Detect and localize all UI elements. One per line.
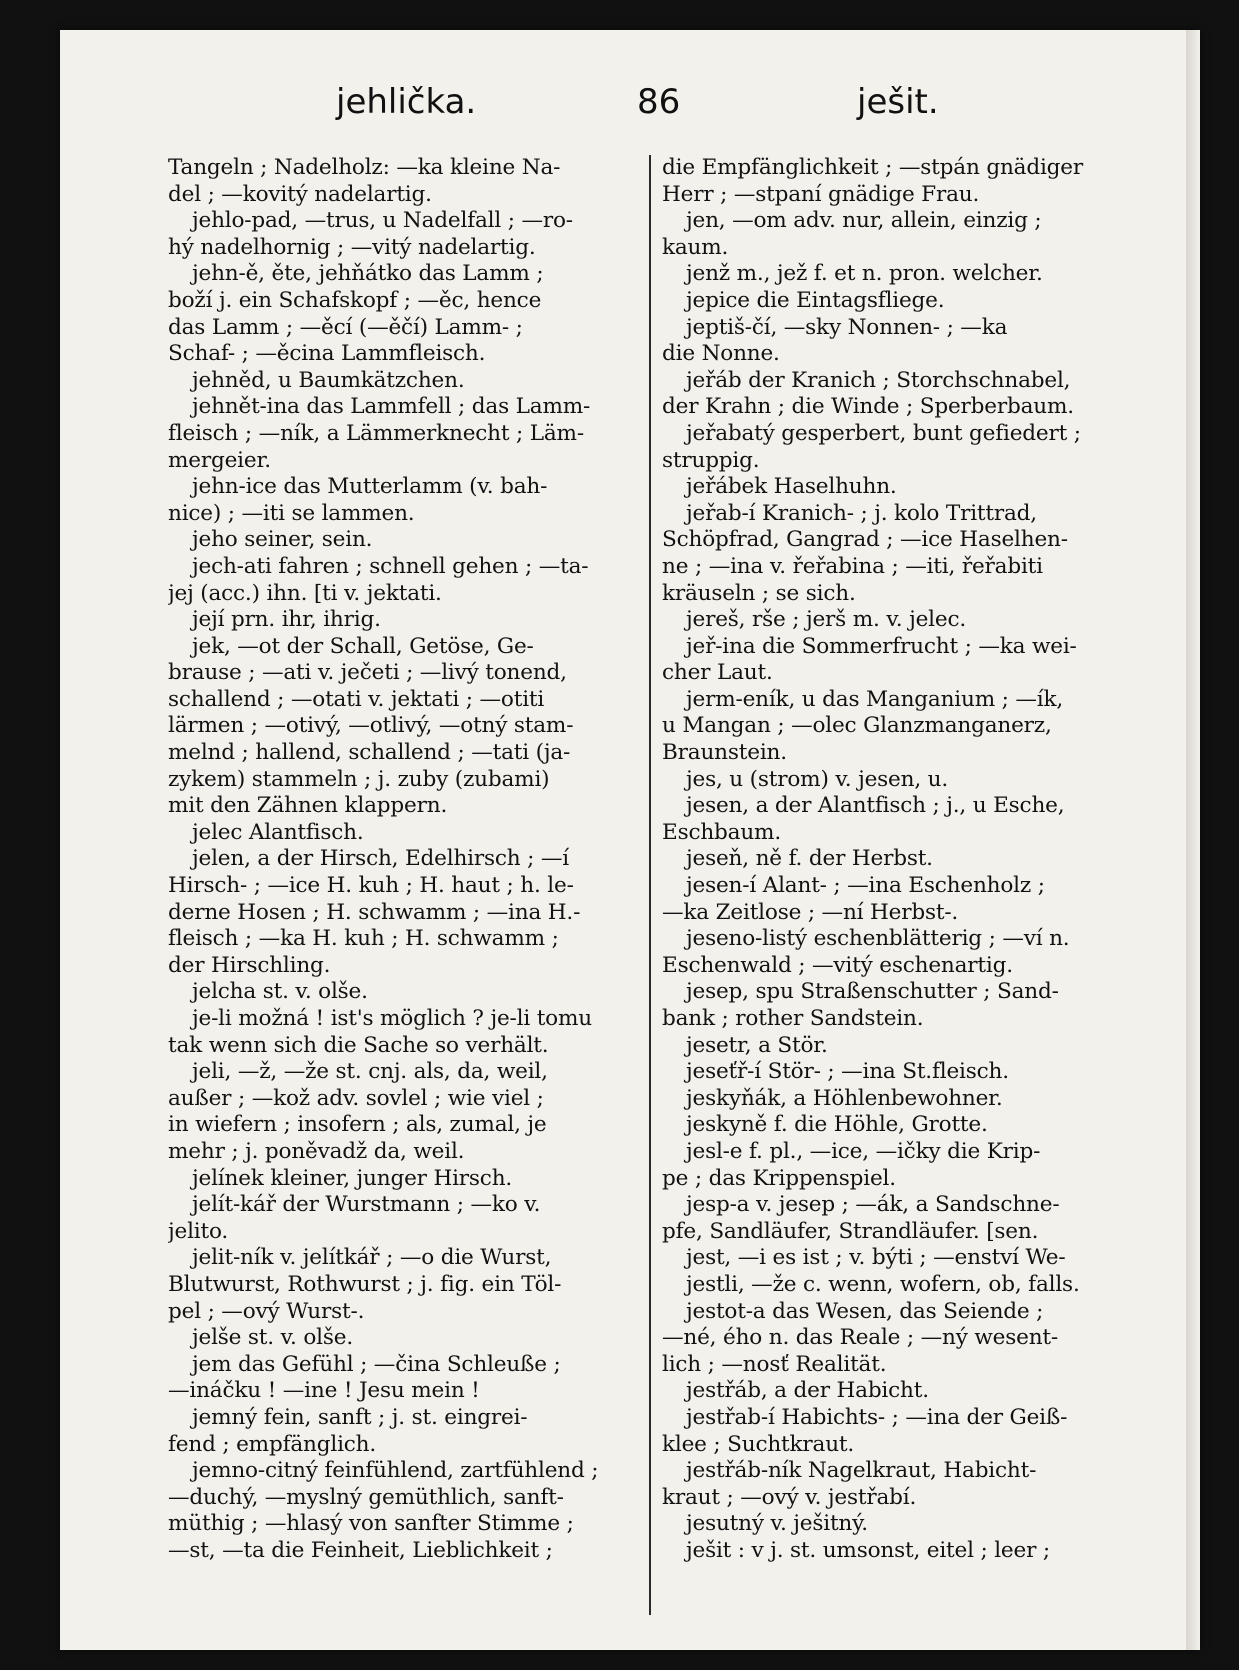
dictionary-line: jelcha st. v. olše. bbox=[192, 979, 368, 1005]
dictionary-line: jeřabatý gesperbert, bunt gefiedert ; bbox=[686, 420, 1081, 446]
dictionary-line: brause ; —ati v. ječeti ; —livý tonend, bbox=[168, 660, 567, 686]
dictionary-line: jemno-citný feinfühlend, zartfühlend ; bbox=[192, 1458, 599, 1484]
dictionary-line: jeptiš-čí, —sky Nonnen- ; —ka bbox=[686, 314, 1008, 340]
dictionary-line: jelit-ník v. jelítkář ; —o die Wurst, bbox=[192, 1245, 552, 1271]
dictionary-line: —ináčku ! —ine ! Jesu mein ! bbox=[168, 1378, 480, 1404]
dictionary-line: jelito. bbox=[168, 1218, 229, 1244]
dictionary-line: Tangeln ; Nadelholz: —ka kleine Na- bbox=[168, 155, 561, 180]
dictionary-line: jesep, spu Straßenschutter ; Sand- bbox=[686, 979, 1059, 1005]
page-number: 86 bbox=[637, 82, 681, 122]
dictionary-line: Braunstein. bbox=[662, 740, 787, 766]
dictionary-line: der Hirschling. bbox=[168, 952, 331, 978]
page-edge-shadow bbox=[1186, 30, 1200, 1650]
dictionary-line: jeho seiner, sein. bbox=[192, 527, 373, 553]
dictionary-line: del ; —kovitý nadelartig. bbox=[168, 181, 432, 207]
dictionary-line: ne ; —ina v. řeřabina ; —iti, řeřabiti bbox=[662, 553, 1043, 579]
dictionary-line: jeseťř-í Stör- ; —ina St.fleisch. bbox=[686, 1059, 1009, 1085]
left-running-headword: jehlička. bbox=[336, 82, 477, 122]
dictionary-line: jesl-e f. pl., —ice, —ičky die Krip- bbox=[686, 1138, 1041, 1164]
dictionary-line: jelec Alantfisch. bbox=[192, 819, 364, 845]
dictionary-line: jestli, —že c. wenn, wofern, ob, falls. bbox=[686, 1271, 1080, 1297]
dictionary-line: ješit : v j. st. umsonst, eitel ; leer ; bbox=[686, 1537, 1050, 1563]
dictionary-line: Eschbaum. bbox=[662, 819, 781, 845]
dictionary-line: jeskyňák, a Höhlenbewohner. bbox=[686, 1085, 1003, 1111]
dictionary-line: —st, —ta die Feinheit, Lieblichkeit ; bbox=[168, 1537, 553, 1563]
dictionary-page bbox=[60, 30, 1200, 1650]
dictionary-line: Schöpfrad, Gangrad ; —ice Haselhen- bbox=[662, 527, 1068, 553]
dictionary-line: jehněd, u Baumkätzchen. bbox=[192, 367, 465, 393]
dictionary-line: klee ; Suchtkraut. bbox=[662, 1431, 855, 1457]
dictionary-line: mit den Zähnen klappern. bbox=[168, 793, 448, 819]
dictionary-line: jej (acc.) ihn. [ti v. jektati. bbox=[168, 580, 442, 606]
dictionary-line: Blutwurst, Rothwurst ; j. fig. ein Töl- bbox=[168, 1271, 562, 1297]
dictionary-line: mehr ; j. poněvadž da, weil. bbox=[168, 1138, 465, 1164]
dictionary-line: jehnět-ina das Lammfell ; das Lamm- bbox=[192, 394, 591, 420]
dictionary-line: jelínek kleiner, junger Hirsch. bbox=[192, 1165, 513, 1191]
dictionary-line: jemný fein, sanft ; j. st. eingrei- bbox=[192, 1404, 528, 1430]
dictionary-line: tak wenn sich die Sache so verhält. bbox=[168, 1032, 549, 1058]
dictionary-line: jesp-a v. jesep ; —ák, a Sandschne- bbox=[686, 1192, 1060, 1218]
dictionary-line: jest, —i es ist ; v. býti ; —enství We- bbox=[686, 1245, 1066, 1271]
dictionary-line: nice) ; —iti se lammen. bbox=[168, 500, 415, 526]
dictionary-line: jeř-ina die Sommerfrucht ; —ka wei- bbox=[686, 633, 1077, 659]
dictionary-line: boží j. ein Schafskopf ; —ěc, hence bbox=[168, 287, 542, 313]
dictionary-line: jes, u (strom) v. jesen, u. bbox=[686, 766, 949, 792]
dictionary-line: melnd ; hallend, schallend ; —tati (ja- bbox=[168, 740, 571, 766]
dictionary-line: schallend ; —otati v. jektati ; —otiti bbox=[168, 686, 545, 712]
dictionary-line: in wiefern ; insofern ; als, zumal, je bbox=[168, 1112, 547, 1138]
dictionary-line: pfe, Sandläufer, Strandläufer. [sen. bbox=[662, 1218, 1039, 1244]
dictionary-line: pe ; das Krippenspiel. bbox=[662, 1165, 896, 1191]
dictionary-line: jehn-ě, ěte, jehňátko das Lamm ; bbox=[192, 261, 544, 287]
dictionary-line: kräuseln ; se sich. bbox=[662, 580, 856, 606]
dictionary-line: cher Laut. bbox=[662, 660, 773, 686]
dictionary-line: jeli, —ž, —že st. cnj. als, da, weil, bbox=[192, 1059, 548, 1085]
dictionary-line: jestot-a das Wesen, das Seiende ; bbox=[686, 1298, 1044, 1324]
left-column bbox=[168, 155, 644, 1564]
dictionary-line: jem das Gefühl ; —čina Schleuße ; bbox=[192, 1351, 561, 1377]
dictionary-line: jelše st. v. olše. bbox=[192, 1325, 353, 1351]
dictionary-line: jehlo-pad, —trus, u Nadelfall ; —ro- bbox=[192, 208, 573, 234]
dictionary-line: der Krahn ; die Winde ; Sperberbaum. bbox=[662, 394, 1074, 420]
dictionary-line: —né, ého n. das Reale ; —ný wesent- bbox=[662, 1325, 1059, 1351]
dictionary-line: jestřáb, a der Habicht. bbox=[686, 1378, 929, 1404]
dictionary-line: außer ; —kož adv. sovlel ; wie viel ; bbox=[168, 1085, 544, 1111]
dictionary-line: Schaf- ; —ěcina Lammfleisch. bbox=[168, 341, 486, 367]
dictionary-line: bank ; rother Sandstein. bbox=[662, 1006, 924, 1031]
dictionary-line: jeseň, ně f. der Herbst. bbox=[686, 846, 933, 872]
right-running-headword: ješit. bbox=[857, 82, 939, 122]
dictionary-line: jepice die Eintagsfliege. bbox=[686, 287, 945, 313]
dictionary-line: Eschenwald ; —vitý eschenartig. bbox=[662, 952, 1013, 978]
dictionary-line: jestřáb-ník Nagelkraut, Habicht- bbox=[686, 1458, 1037, 1484]
right-column bbox=[662, 155, 1138, 1564]
dictionary-line: lärmen ; —otivý, —otlivý, —otný stam- bbox=[168, 713, 574, 739]
dictionary-line: jenž m., jež f. et n. pron. welcher. bbox=[686, 261, 1043, 287]
dictionary-line: die Empfänglichkeit ; —stpán gnädiger bbox=[662, 155, 1083, 180]
dictionary-line: jech-ati fahren ; schnell gehen ; —ta- bbox=[192, 553, 589, 579]
dictionary-line: její prn. ihr, ihrig. bbox=[192, 607, 381, 633]
dictionary-line: jestřab-í Habichts- ; —ina der Geiß- bbox=[686, 1404, 1068, 1430]
dictionary-line: jesen-í Alant- ; —ina Eschenholz ; bbox=[686, 873, 1045, 899]
dictionary-line: jeskyně f. die Höhle, Grotte. bbox=[686, 1112, 988, 1138]
dictionary-line: jesen, a der Alantfisch ; j., u Esche, bbox=[686, 793, 1065, 819]
dictionary-line: jeřab-í Kranich- ; j. kolo Trittrad, bbox=[686, 500, 1037, 526]
dictionary-line: fend ; empfänglich. bbox=[168, 1431, 377, 1457]
dictionary-line: lich ; —nosť Realität. bbox=[662, 1351, 887, 1377]
dictionary-line: kaum. bbox=[662, 234, 729, 260]
dictionary-line: struppig. bbox=[662, 447, 760, 473]
dictionary-line: jek, —ot der Schall, Getöse, Ge- bbox=[192, 633, 534, 659]
dictionary-line: müthig ; —hlasý von sanfter Stimme ; bbox=[168, 1511, 574, 1537]
column-divider bbox=[649, 155, 651, 1615]
dictionary-line: jesetr, a Stör. bbox=[686, 1032, 828, 1058]
dictionary-line: Hirsch- ; —ice H. kuh ; H. haut ; h. le- bbox=[168, 873, 574, 899]
dictionary-line: jeřábek Haselhuhn. bbox=[686, 474, 897, 500]
dictionary-line: jehn-ice das Mutterlamm (v. bah- bbox=[192, 474, 548, 500]
dictionary-line: hý nadelhornig ; —vitý nadelartig. bbox=[168, 234, 536, 260]
dictionary-line: das Lamm ; —ěcí (—ěčí) Lamm- ; bbox=[168, 314, 523, 340]
dictionary-line: —duchý, —myslný gemüthlich, sanft- bbox=[168, 1484, 564, 1510]
dictionary-line: zykem) stammeln ; j. zuby (zubami) bbox=[168, 766, 550, 792]
dictionary-line: derne Hosen ; H. schwamm ; —ina H.- bbox=[168, 899, 581, 925]
dictionary-line: —ka Zeitlose ; —ní Herbst-. bbox=[662, 899, 959, 925]
dictionary-line: jeřáb der Kranich ; Storchschnabel, bbox=[686, 367, 1071, 393]
dictionary-line: Herr ; —stpaní gnädige Frau. bbox=[662, 181, 980, 207]
dictionary-line: fleisch ; —ník, a Lämmerknecht ; Läm- bbox=[168, 420, 584, 446]
dictionary-line: jelen, a der Hirsch, Edelhirsch ; —í bbox=[192, 846, 569, 872]
dictionary-line: pel ; —ový Wurst-. bbox=[168, 1298, 365, 1324]
dictionary-line: u Mangan ; —olec Glanzmanganerz, bbox=[662, 713, 1052, 739]
dictionary-line: jen, —om adv. nur, allein, einzig ; bbox=[686, 208, 1042, 234]
dictionary-line: die Nonne. bbox=[662, 341, 780, 367]
dictionary-line: mergeier. bbox=[168, 447, 271, 473]
dictionary-line: fleisch ; —ka H. kuh ; H. schwamm ; bbox=[168, 926, 559, 952]
dictionary-line: jesutný v. ješitný. bbox=[686, 1511, 868, 1537]
dictionary-line: jereš, rše ; jerš m. v. jelec. bbox=[686, 607, 967, 633]
dictionary-line: kraut ; —ový v. jestřabí. bbox=[662, 1484, 917, 1510]
dictionary-line: je-li možná ! ist's möglich ? je-li tomu bbox=[192, 1006, 592, 1031]
dictionary-line: jerm-eník, u das Manganium ; —ík, bbox=[686, 686, 1064, 712]
dictionary-line: jelít-kář der Wurstmann ; —ko v. bbox=[192, 1192, 541, 1218]
page-header bbox=[60, 82, 1200, 132]
dictionary-line: jeseno-listý eschenblätterig ; —ví n. bbox=[686, 926, 1070, 952]
